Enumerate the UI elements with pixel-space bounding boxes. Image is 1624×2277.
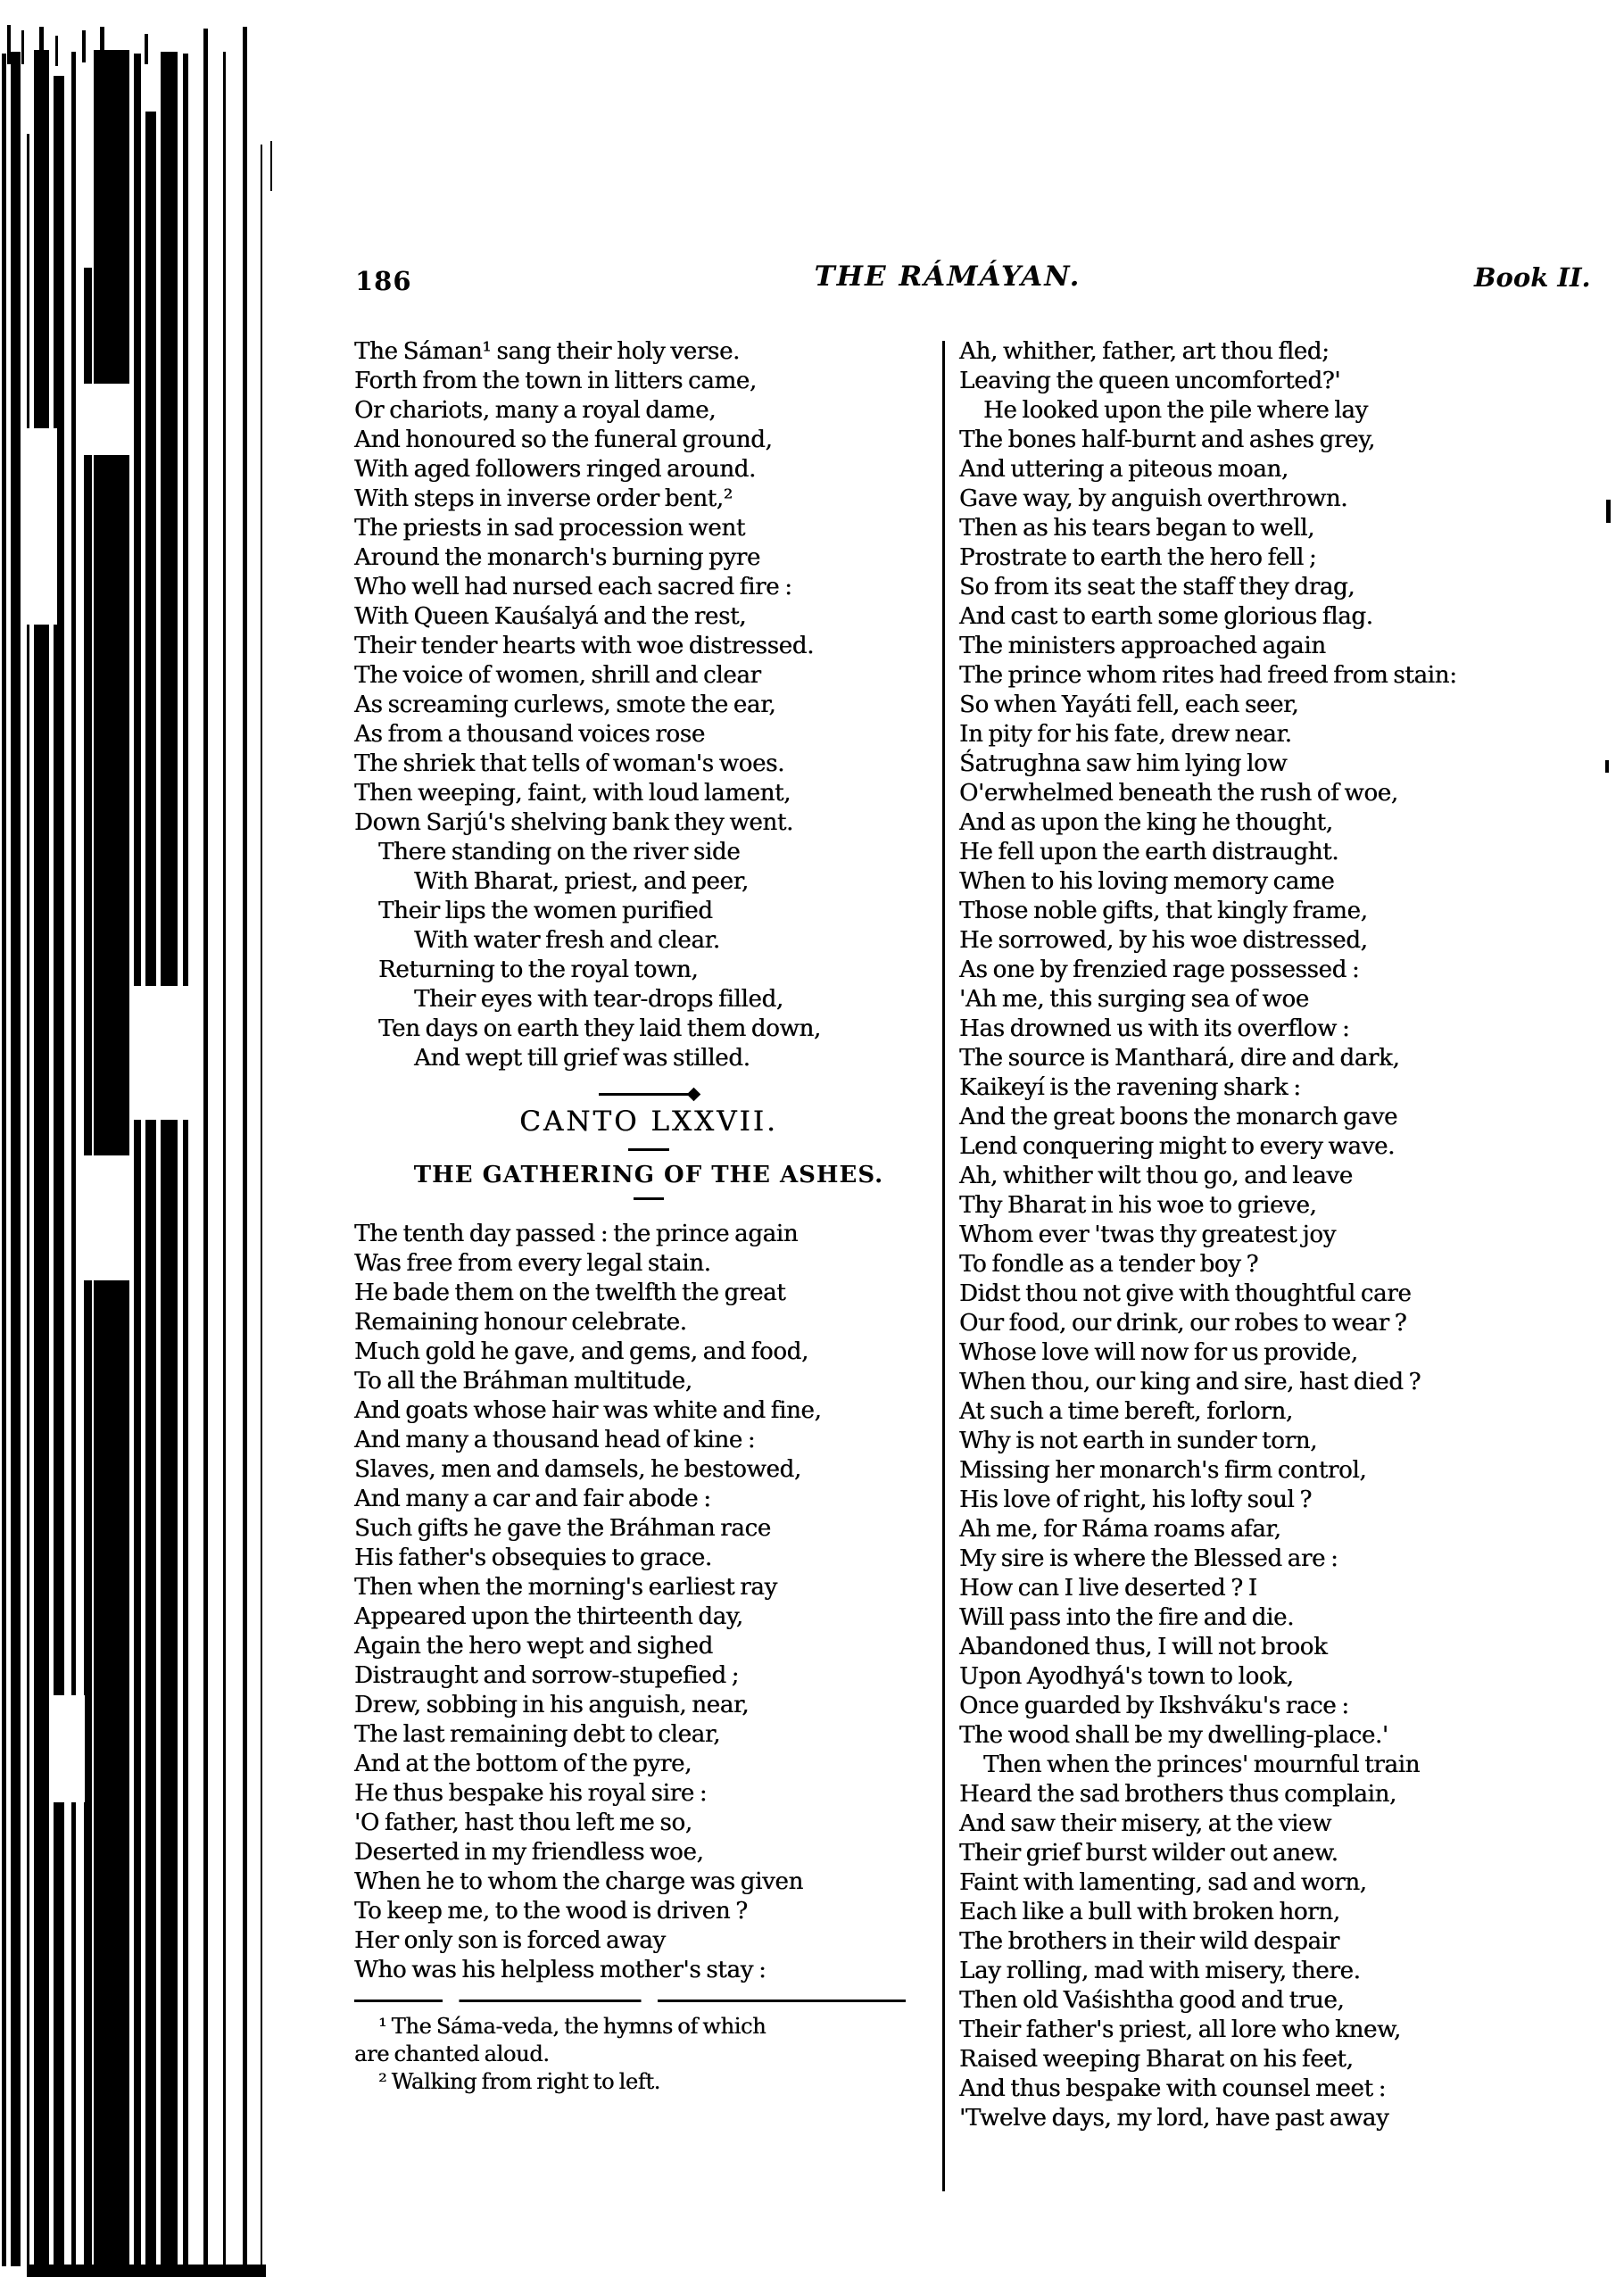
verse-line: And wept till grief was stilled.	[414, 1045, 750, 1072]
verse-line: Whom ever 'twas thy greatest joy	[959, 1221, 1336, 1248]
verse-line: The bones half-burnt and ashes grey,	[959, 426, 1375, 453]
verse-line: Appeared upon the thirteenth day,	[354, 1603, 743, 1630]
verse-line: 'O father, hast thou left me so,	[354, 1809, 692, 1836]
verse-line: Those noble gifts, that kingly frame,	[959, 898, 1368, 924]
scan-artifact-tick	[145, 34, 148, 64]
verse-line: When he to whom the charge was given	[354, 1868, 803, 1895]
verse-line: So from its seat the staff they drag,	[959, 574, 1355, 600]
verse-line: And many a thousand head of kine :	[354, 1427, 756, 1453]
verse-line: Slaves, men and damsels, he bestowed,	[354, 1456, 801, 1483]
verse-line: When thou, our king and sire, hast died ?	[959, 1369, 1421, 1395]
verse-line: And goats whose hair was white and fine,	[354, 1397, 822, 1424]
verse-line: As screaming curlews, smote the ear,	[354, 691, 776, 718]
verse-line: Upon Ayodhyá's town to look,	[959, 1663, 1294, 1690]
scan-artifact-stripe	[145, 112, 156, 2266]
verse-line: Ah me, for Ráma roams afar,	[959, 1516, 1281, 1543]
verse-line: Forth from the town in litters came,	[354, 368, 757, 394]
verse-line: Their grief burst wilder out anew.	[959, 1840, 1338, 1867]
right-column	[959, 337, 1457, 2133]
scan-artifact-tick	[21, 30, 24, 64]
verse-line: Their tender hearts with woe distressed.	[354, 633, 815, 659]
verse-line: Leaving the queen uncomforted?'	[959, 368, 1341, 394]
verse-line: Deserted in my friendless woe,	[354, 1839, 704, 1866]
scan-artifact-stripe	[134, 54, 141, 2266]
canto-subheading: THE GATHERING OF THE ASHES.	[413, 1162, 884, 1188]
verse-line: are chanted aloud.	[354, 2041, 550, 2066]
verse-line: Their lips the women purified	[378, 898, 713, 924]
scan-artifact-gap	[25, 428, 57, 625]
verse-line: With Queen Kauśalyá and the rest,	[354, 603, 747, 630]
verse-line: Has drowned us with its overflow :	[959, 1015, 1350, 1042]
scan-artifact-gap	[49, 1695, 85, 1802]
scan-artifact-stripe	[34, 50, 49, 2266]
verse-line: Ah, whither, father, art thou fled;	[959, 338, 1330, 365]
ornament-diamond-icon	[687, 1087, 701, 1101]
verse-line: His father's obsequies to grace.	[354, 1544, 712, 1571]
verse-line: To fondle as a tender boy ?	[959, 1251, 1259, 1278]
verse-line: Gave way, by anguish overthrown.	[959, 485, 1348, 512]
verse-line: The brothers in their wild despair	[959, 1928, 1339, 1955]
verse-line: Will pass into the fire and die.	[959, 1604, 1295, 1631]
scan-artifact-gap	[132, 986, 189, 1120]
verse-line: Then when the princes' mournful train	[983, 1751, 1421, 1778]
verse-line: To keep me, to the wood is driven ?	[354, 1898, 748, 1925]
scan-artifact-stripe	[2, 54, 6, 2266]
verse-line: Her only son is forced away	[354, 1927, 666, 1954]
scan-artifact-stripe	[161, 52, 178, 2266]
verse-line: And the great boons the monarch gave	[959, 1104, 1398, 1130]
verse-line: Once guarded by Ikshváku's race :	[959, 1693, 1349, 1719]
verse-line: Raised weeping Bharat on his feet,	[959, 2046, 1354, 2073]
scan-artifact-gap	[79, 384, 132, 455]
scan-artifact-bottom-bar	[27, 2265, 266, 2277]
verse-line: Lay rolling, mad with misery, there.	[959, 1958, 1361, 1984]
canto-heading: CANTO LXXVII.	[519, 1105, 778, 1138]
verse-line: Ah, whither wilt thou go, and leave	[959, 1163, 1353, 1189]
verse-line: With aged followers ringed around.	[354, 456, 756, 483]
verse-line: Or chariots, many a royal dame,	[354, 397, 717, 424]
canto-verse-block	[354, 1220, 943, 1985]
verse-line: At such a time bereft, forlorn,	[959, 1398, 1293, 1425]
verse-line: Abandoned thus, I will not brook	[959, 1634, 1328, 1660]
verse-line: Why is not earth in sunder torn,	[959, 1428, 1318, 1454]
verse-line: His love of right, his lofty soul ?	[959, 1486, 1312, 1513]
verse-line: And thus bespake with counsel meet :	[959, 2075, 1387, 2102]
verse-line: So when Yayáti fell, each seer,	[959, 691, 1299, 718]
scan-artifact-tick	[7, 25, 11, 64]
verse-line: And many a car and fair abode :	[354, 1486, 711, 1512]
verse-line: Who well had nursed each sacred fire :	[354, 574, 792, 600]
verse-line: He looked upon the pile where lay	[983, 397, 1368, 424]
verse-line: Drew, sobbing in his anguish, near,	[354, 1692, 750, 1718]
verse-line: Ten days on earth they laid them down,	[378, 1015, 821, 1042]
scan-artifact-stripe	[11, 52, 21, 2266]
verse-line: Around the monarch's burning pyre	[354, 544, 760, 571]
verse-line: He fell upon the earth distraught.	[959, 839, 1339, 865]
verse-block	[959, 337, 1457, 2133]
book-label: Book II.	[1474, 262, 1591, 293]
verse-line: Didst thou not give with thoughtful care	[959, 1280, 1412, 1307]
scan-artifact-tick	[39, 27, 44, 57]
verse-line: Then weeping, faint, with loud lament,	[354, 780, 791, 807]
verse-line: 'Twelve days, my lord, have past away	[959, 2105, 1389, 2132]
verse-line: With water fresh and clear.	[414, 927, 720, 954]
verse-line: Śatrughna saw him lying low	[959, 750, 1288, 777]
verse-line: Missing her monarch's firm control,	[959, 1457, 1367, 1484]
verse-line: Such gifts he gave the Bráhman race	[354, 1515, 771, 1542]
verse-line: Then as his tears began to well,	[959, 515, 1315, 542]
scan-artifact-stripe	[223, 52, 226, 2266]
verse-line: How can I live deserted ? I	[959, 1575, 1257, 1602]
verse-line: And honoured so the funeral ground,	[354, 426, 773, 453]
verse-line: The ministers approached again	[959, 633, 1326, 659]
page-title: THE RÁMÁYAN.	[814, 261, 1081, 293]
verse-line: Who was his helpless mother's stay :	[354, 1957, 766, 1983]
verse-line: Their father's priest, all lore who knew,	[959, 2016, 1401, 2043]
verse-line: He sorrowed, by his woe distressed,	[959, 927, 1368, 954]
scan-stray-mark	[1605, 760, 1609, 773]
scan-artifact-stripe	[243, 27, 247, 2271]
verse-line: With steps in inverse order bent,²	[354, 485, 733, 512]
verse-line: The shriek that tells of woman's woes.	[354, 750, 785, 777]
page-number: 186	[355, 266, 412, 296]
footnotes	[354, 2013, 943, 2096]
scan-artifact-stripe	[183, 54, 188, 2266]
verse-line: Each like a bull with broken horn,	[959, 1899, 1340, 1925]
verse-line: The last remaining debt to clear,	[354, 1721, 721, 1748]
verse-line: Prostrate to earth the hero fell ;	[959, 544, 1317, 571]
scan-artifact-tick	[270, 141, 272, 191]
verse-line: The voice of women, shrill and clear	[354, 662, 761, 689]
verse-line: The wood shall be my dwelling-place.'	[959, 1722, 1388, 1749]
footnote-rule	[354, 2000, 906, 2002]
verse-line: And cast to earth some glorious flag.	[959, 603, 1373, 630]
verse-line: ¹ The Sáma-veda, the hymns of which	[378, 2014, 766, 2039]
canto-ornament	[354, 1088, 943, 1100]
verse-line: ² Walking from right to left.	[378, 2069, 660, 2094]
verse-line: My sire is where the Blessed are :	[959, 1545, 1338, 1572]
verse-line: Down Sarjú's shelving bank they went.	[354, 809, 793, 836]
verse-line: When to his loving memory came	[959, 868, 1335, 895]
heading-rule	[628, 1148, 669, 1151]
scan-artifact-stripe	[261, 145, 262, 2266]
verse-line: He bade them on the twelfth the great	[354, 1279, 786, 1306]
verse-line: Kaikeyí is the ravening shark :	[959, 1074, 1301, 1101]
verse-line: Thy Bharat in his woe to grieve,	[959, 1192, 1317, 1219]
verse-line: Remaining honour celebrate.	[354, 1309, 687, 1336]
scan-artifact-tick	[100, 27, 104, 57]
verse-line: The tenth day passed : the prince again	[354, 1221, 799, 1247]
verse-line: There standing on the river side	[378, 839, 741, 865]
verse-line: With Bharat, priest, and peer,	[414, 868, 749, 895]
left-column	[354, 337, 943, 2096]
verse-line: 'Ah me, this surging sea of woe	[959, 986, 1309, 1013]
verse-line: Lend conquering might to every wave.	[959, 1133, 1396, 1160]
verse-line: Distraught and sorrow-stupefied ;	[354, 1662, 740, 1689]
verse-line: Then when the morning's earliest ray	[354, 1574, 777, 1601]
verse-line: In pity for his fate, drew near.	[959, 721, 1292, 748]
verse-line: Returning to the royal town,	[378, 956, 699, 983]
scan-artifact-stripe	[54, 76, 64, 2266]
ornament-line	[599, 1093, 692, 1096]
verse-line: Whose love will now for us provide,	[959, 1339, 1358, 1366]
verse-line: To all the Bráhman multitude,	[354, 1368, 692, 1395]
verse-line: Their eyes with tear-drops filled,	[414, 986, 783, 1013]
verse-block	[354, 337, 943, 1073]
scan-artifact-stripe	[203, 29, 208, 2271]
subheading-rule	[634, 1197, 664, 1200]
verse-line: Heard the sad brothers thus complain,	[959, 1781, 1396, 1808]
verse-line: He thus bespake his royal sire :	[354, 1780, 708, 1807]
verse-line: As one by frenzied rage possessed :	[959, 956, 1360, 983]
verse-line: Again the hero wept and sighed	[354, 1633, 713, 1660]
verse-line: And as upon the king he thought,	[959, 809, 1333, 836]
scan-artifact-tick	[55, 36, 58, 66]
scan-artifact-gap	[76, 1155, 131, 1280]
verse-line: The prince whom rites had freed from stain:	[959, 662, 1457, 689]
scan-stray-mark	[1606, 500, 1611, 523]
verse-line: The source is Manthará, dire and dark,	[959, 1045, 1400, 1072]
scan-artifact-tick	[82, 30, 86, 62]
verse-line: Then old Vaśishtha good and true,	[959, 1987, 1345, 2014]
verse-line: The priests in sad procession went	[354, 515, 745, 542]
verse-line: The Sáman¹ sang their holy verse.	[354, 338, 740, 365]
verse-line: O'erwhelmed beneath the rush of woe,	[959, 780, 1398, 807]
verse-line: As from a thousand voices rose	[354, 721, 705, 748]
verse-line: And at the bottom of the pyre,	[354, 1751, 692, 1777]
verse-line: Was free from every legal stain.	[354, 1250, 711, 1277]
verse-line: Much gold he gave, and gems, and food,	[354, 1338, 808, 1365]
verse-line: And uttering a piteous moan,	[959, 456, 1288, 483]
verse-line: And saw their misery, at the view	[959, 1810, 1332, 1837]
verse-line: Our food, our drink, our robes to wear ?	[959, 1310, 1407, 1337]
verse-line: Faint with lamenting, sad and worn,	[959, 1869, 1367, 1896]
